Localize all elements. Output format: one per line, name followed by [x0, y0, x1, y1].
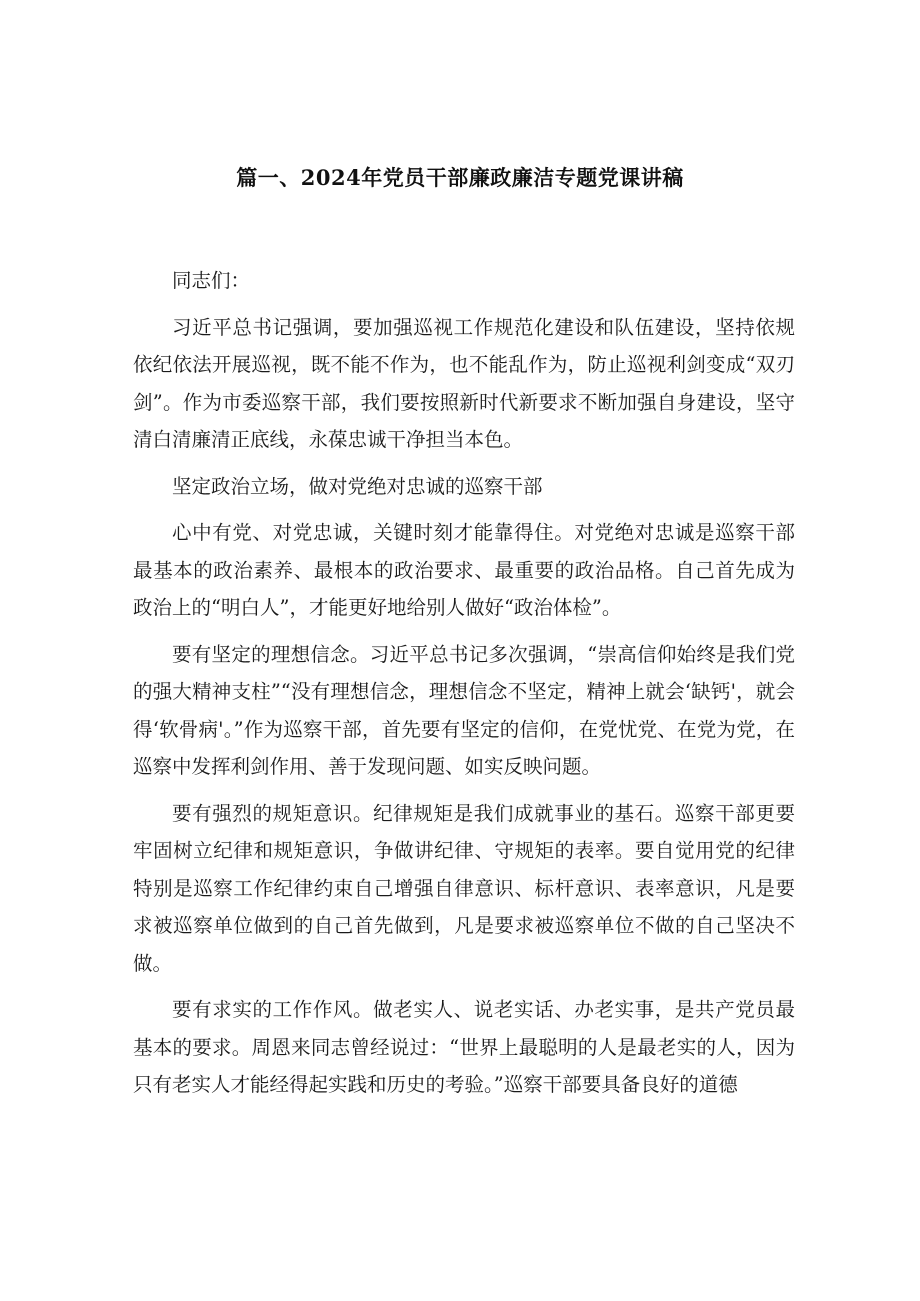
paragraph: 要有坚定的理想信念。习近平总书记多次强调，“崇高信仰始终是我们党的强大精神支柱”“没有理想信念，理想信念不坚定，精神上就会‘缺钙'，就会得‘软骨病'。”作为巡察干部，首先要有坚定的信仰，在党忧党、在党为党，在巡察中发挥利剑作用、善于发现问题、如实反映问题。 [133, 642, 795, 778]
section-heading: 坚定政治立场，做对党绝对忠诚的巡察干部 [172, 474, 543, 498]
document-title: 篇一、2024年党员干部廉政廉洁专题党课讲稿 [236, 165, 684, 190]
paragraph: 心中有党、对党忠诚，关键时刻才能靠得住。对党绝对忠诚是巡察干部最基本的政治素养、最根本的政治要求、最重要的政治品格。自己首先成为政治上的“明白人”，才能更好地给别人做好“政治体检”。 [133, 521, 795, 619]
paragraph: 习近平总书记强调，要加强巡视工作规范化建设和队伍建设，坚持依规依纪依法开展巡视，既不能不作为，也不能乱作为，防止巡视利剑变成“双刃剑”。作为市委巡察干部，我们要按照新时代新要求不断加强自身建设，坚守清白清廉清正底线，永葆忠诚干净担当本色。 [133, 315, 795, 451]
document-body [133, 262, 795, 1113]
paragraph: 要有强烈的规矩意识。纪律规矩是我们成就事业的基石。巡察干部更要牢固树立纪律和规矩意识，争做讲纪律、守规矩的表率。要自觉用党的纪律特别是巡察工作纪律约束自己增强自律意识、标杆意识、表率意识，凡是要求被巡察单位做到的自己首先做到，凡是要求被巡察单位不做的自己坚决不做。 [133, 801, 795, 975]
salutation: 同志们： [172, 269, 251, 292]
paragraph: 要有求实的工作作风。做老实人、说老实话、办老实事，是共产党员最基本的要求。周恩来同志曾经说过：“世界上最聪明的人是最老实的人，因为只有老实人才能经得起实践和历史的考验。”巡察干部要具备良好的道德 [133, 998, 795, 1096]
